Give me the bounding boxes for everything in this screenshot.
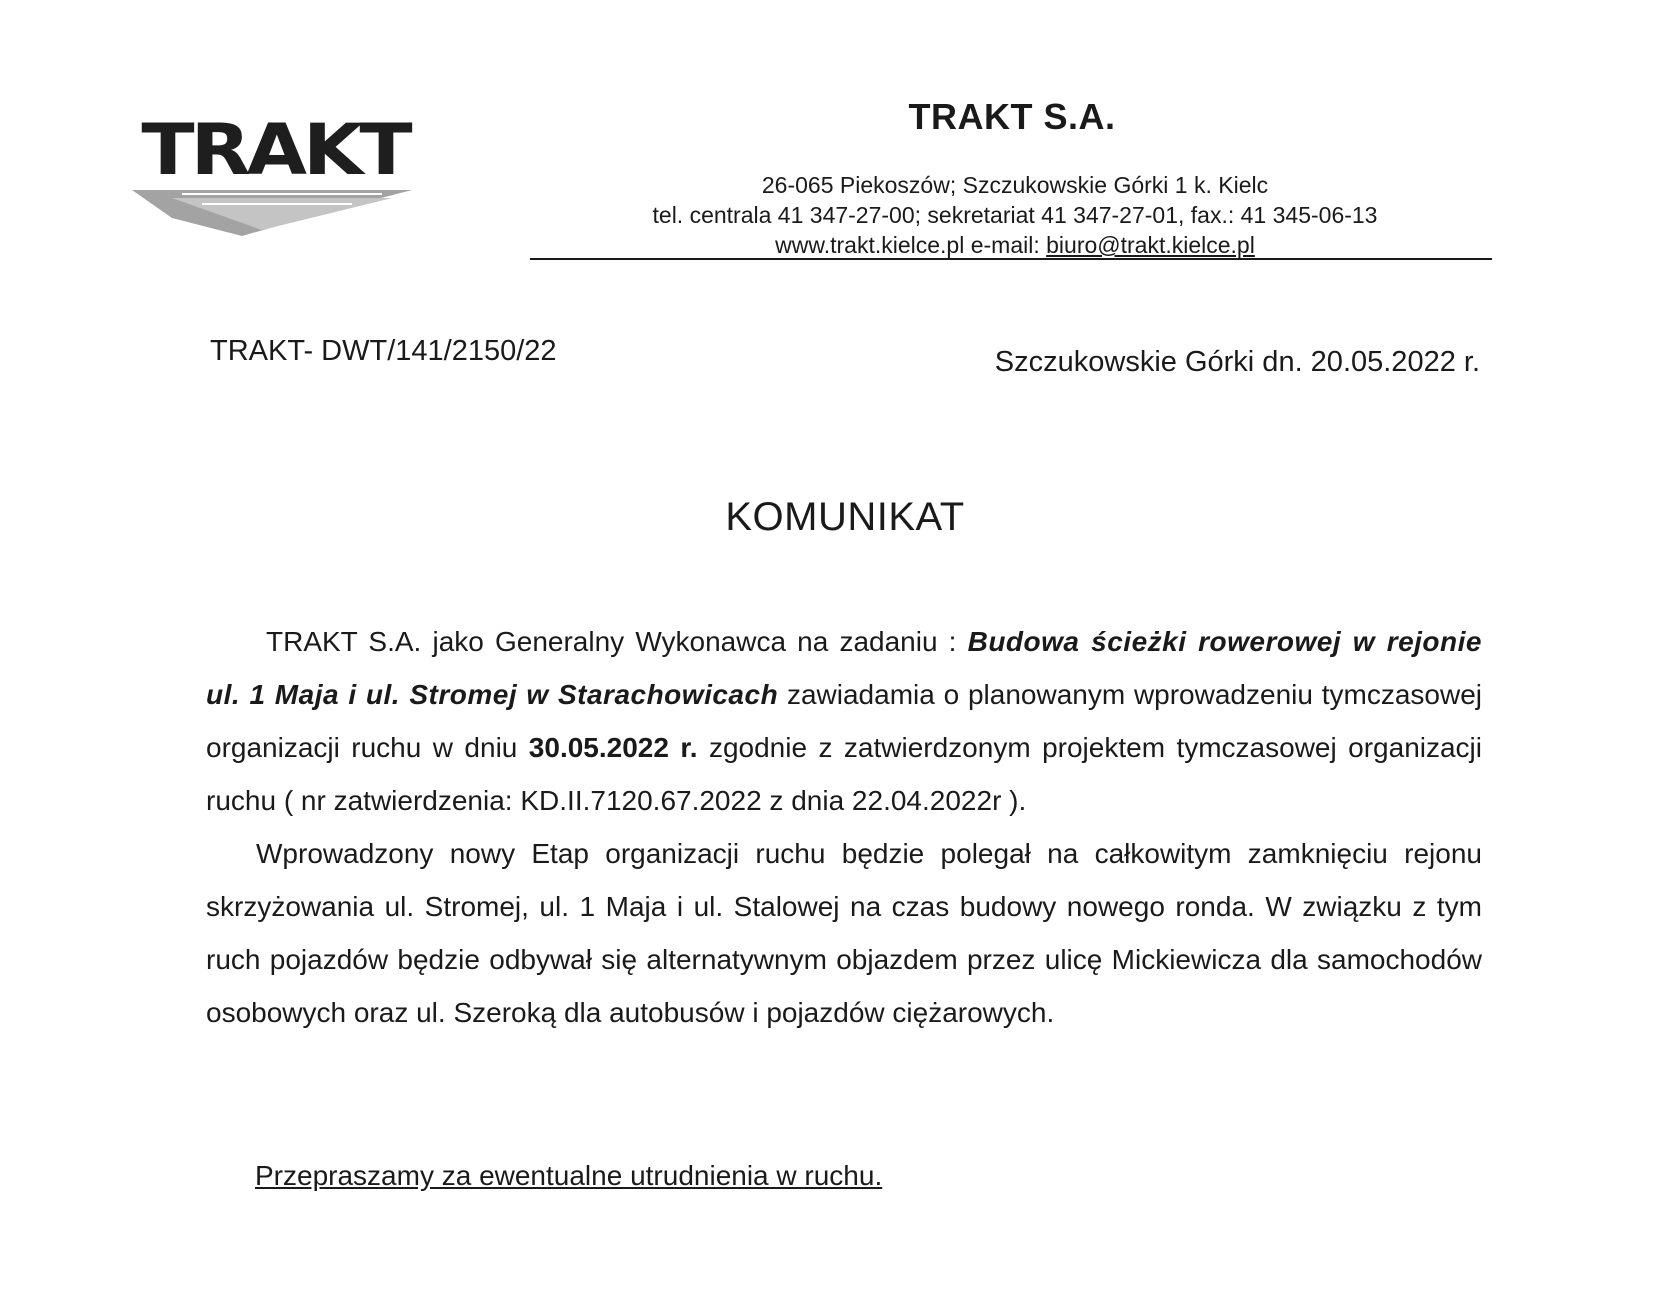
traffic-change-date: 30.05.2022 r. — [528, 732, 698, 763]
paragraph1-middle: zawiadamia o planowanym wprowadzeniu tymczasowej organizacji ruchu w dniu — [206, 679, 1482, 763]
document-title: KOMUNIKAT — [725, 495, 965, 539]
company-web-email — [540, 230, 1490, 260]
logo-wordmark: TRAKT — [141, 118, 409, 191]
reference-number: TRAKT- DWT/141/2150/22 — [210, 335, 557, 367]
paragraph1-intro: TRAKT S.A. jako Generalny Wykonawca na zadaniu : — [266, 626, 968, 657]
company-address: 26-065 Piekoszów; Szczukowskie Górki 1 k. Kielc — [761, 172, 1269, 198]
document-body — [206, 615, 1482, 1039]
company-email-link[interactable]: biuro@trakt.kielce.pl — [1046, 232, 1255, 258]
closing-apology: Przepraszamy za ewentualne utrudnienia w ruchu. — [255, 1160, 883, 1191]
email-label: e-mail: — [970, 232, 1040, 258]
company-contact-block — [540, 170, 1490, 260]
company-phones: tel. centrala 41 347-27-00; sekretariat 41 347-27-01, fax.: 41 345-06-13 — [652, 202, 1378, 228]
task-name: Budowa ścieżki rowerowej w rejonie ul. 1 Maja i ul. Stromej w Starachowicach — [206, 626, 1482, 710]
paragraph-detour: Wprowadzony nowy Etap organizacji ruchu będzie polegał na całkowitym zamknięciu rejonu skrzyżowania ul. Stromej, ul. 1 Maja i ul. Stalowej na czas budowy nowego ronda. W związku z tym ruch pojazdów będzie odbywał się alternatywnym objazdem przez ulicę Mickiewicza dla samochodów osobowych oraz ul. Szeroką dla autobusów i pojazdów ciężarowych. — [206, 838, 1482, 1028]
company-website[interactable]: www.trakt.kielce.pl — [775, 232, 965, 258]
paragraph1-end: zgodnie z zatwierdzonym projektem tymczasowej organizacji ruchu ( nr zatwierdzenia: KD.II.7120.67.2022 z dnia 22.04.2022r ). — [206, 732, 1482, 816]
header-divider — [530, 258, 1492, 260]
place-and-date: Szczukowskie Górki dn. 20.05.2022 r. — [994, 346, 1480, 378]
company-name: TRAKT S.A. — [908, 96, 1116, 137]
paragraph-announcement — [206, 615, 1482, 827]
